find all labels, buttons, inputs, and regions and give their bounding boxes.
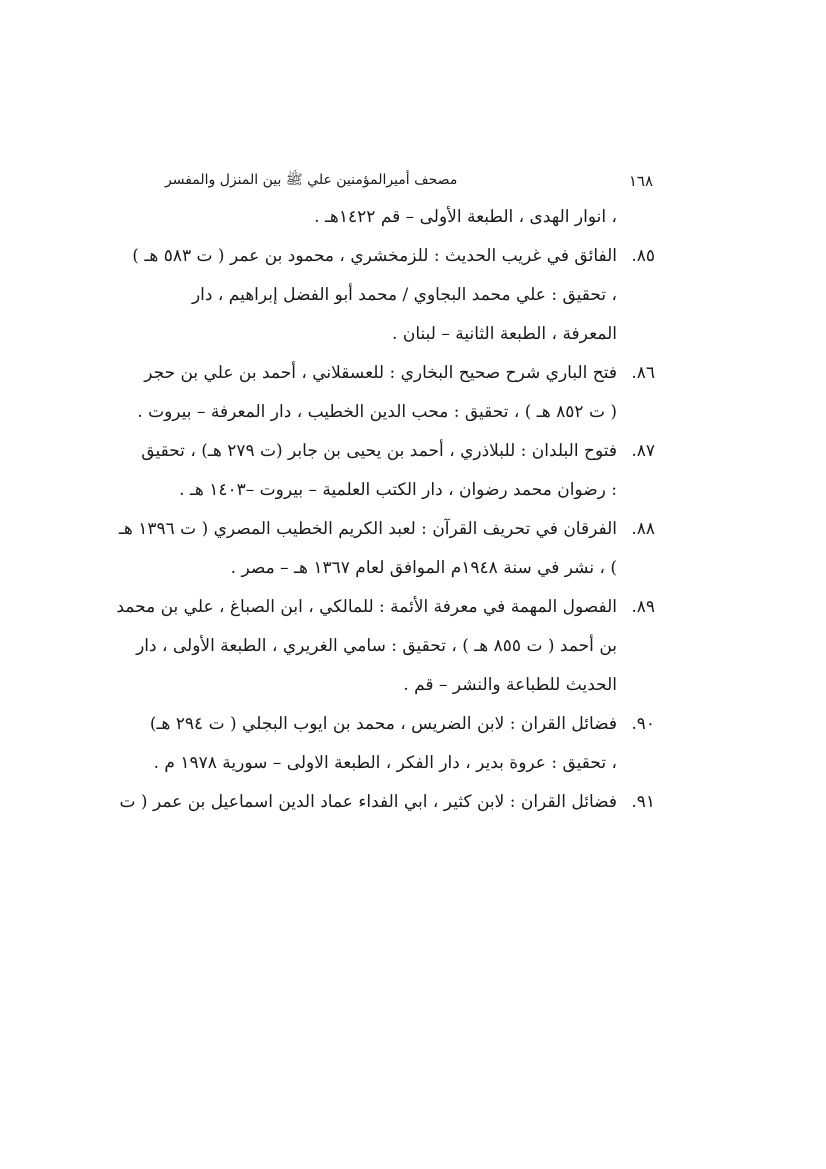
entry-line: فتح الباري شرح صحيح البخاري : للعسقلاني ، أحمد بن علي بن حجر [144,363,617,383]
bibliography-entry-90 [149,705,655,783]
entry-number: ٨٧. [631,441,655,461]
bibliography-entry-86 [137,354,655,432]
entry-line: ، تحقيق : عروة بدير ، دار الفكر ، الطبعة الاولى – سورية ١٩٧٨ م . [153,753,617,773]
entry-line: ( ت ٨٥٢ هـ ) ، تحقيق : محب الدين الخطيب ، دار المعرفة – بيروت . [137,402,617,422]
entry-line: الفصول المهمة في معرفة الأئمة : للمالكي ، ابن الصباغ ، علي بن محمد [116,597,617,617]
entry-line: : رضوان محمد رضوان ، دار الكتب العلمية – بيروت –١٤٠٣ هـ . [179,480,617,500]
entry-line: المعرفة ، الطبعة الثانية – لبنان . [392,324,617,344]
running-header [165,170,653,192]
entry-number: ٩٠. [631,714,655,734]
book-title: مصحف أميرالمؤمنين علي ﷺ بين المنزل والمفسر [165,172,458,188]
entry-number: ٨٦. [631,363,655,383]
bibliography-entry-89 [116,588,655,705]
entry-line: فتوح البلدان : للبلاذري ، أحمد بن يحيى بن جابر (ت ٢٧٩ هـ) ، تحقيق [141,441,617,461]
entry-line: ) ، نشر في سنة ١٩٤٨م الموافق لعام ١٣٦٧ هـ – مصر . [230,558,617,578]
entry-line: ، تحقيق : علي محمد البجاوي / محمد أبو الفضل إبراهيم ، دار [191,285,617,305]
entry-number: ٨٥. [631,246,655,266]
entry-line: الفائق في غريب الحديث : للزمخشري ، محمود بن عمر ( ت ٥٨٣ هـ ) [132,246,617,266]
entry-line: فضائل القران : لابن كثير ، ابي الفداء عماد الدين اسماعيل بن عمر ( ت [119,792,617,812]
bibliography-entry-87 [141,432,655,510]
entry-number: ٨٩. [631,597,655,617]
entry-line: فضائل القران : لابن الضريس ، محمد بن ايوب البجلي ( ت ٢٩٤ هـ) [149,714,617,734]
entry-line: الحديث للطباعة والنشر – قم . [403,675,617,695]
page-number: ١٦٨ [628,172,653,190]
bibliography-list [116,198,655,822]
bibliography-entry-91 [119,783,655,822]
bibliography-entry-85 [132,237,655,354]
previous-entry-continuation: ، انوار الهدى ، الطبعة الأولى – قم ١٤٢٢هـ . [314,207,617,227]
entry-line: بن أحمد ( ت ٨٥٥ هـ ) ، تحقيق : سامي الغريري ، الطبعة الأولى ، دار [136,636,617,656]
entry-line: الفرقان في تحريف القرآن : لعبد الكريم الخطيب المصري ( ت ١٣٩٦ هـ [118,519,617,539]
entry-number: ٩١. [631,792,655,812]
entry-number: ٨٨. [631,519,655,539]
bibliography-entry-88 [118,510,655,588]
